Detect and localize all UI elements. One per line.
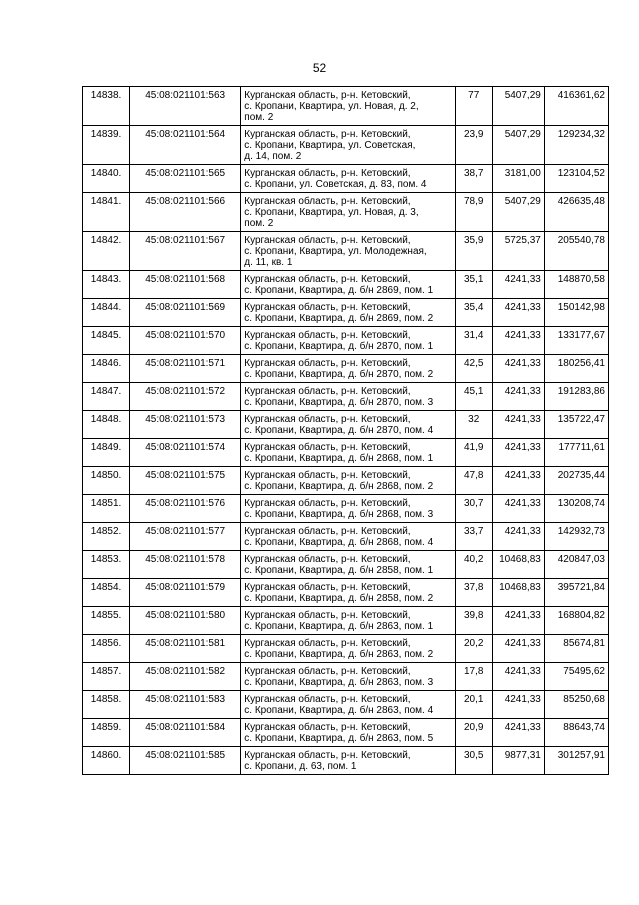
table-row [83,719,609,747]
row-number-cell: 14860. [83,747,130,775]
row-number-cell: 14845. [83,327,130,355]
rate-cell: 5407,29 [492,193,544,232]
table-body [83,87,609,775]
row-number-cell: 14859. [83,719,130,747]
cadastral-value-cell: 202735,44 [544,467,608,495]
address-cell [241,355,455,383]
rate-cell: 4241,33 [492,663,544,691]
cadastral-number-cell: 45:08:021101:579 [130,579,241,607]
area-cell: 31,4 [455,327,492,355]
cadastral-value-cell: 168804,82 [544,607,608,635]
rate-cell: 5407,29 [492,87,544,126]
cadastral-value-cell: 420847,03 [544,551,608,579]
cadastral-value-cell: 75495,62 [544,663,608,691]
area-cell: 37,8 [455,579,492,607]
address-line: Курганская область, р-н. Кетовский, [244,235,411,246]
address-cell [241,495,455,523]
address-line: с. Кропани, Квартира, д. б/н 2863, пом. 4 [244,705,434,716]
table-row [83,355,609,383]
address-line: Курганская область, р-н. Кетовский, [244,358,411,369]
address-cell [241,579,455,607]
address-line: с. Кропани, д. 63, пом. 1 [244,761,357,772]
address-line: с. Кропани, Квартира, д. б/н 2868, пом. 1 [244,453,434,464]
address-line: Курганская область, р-н. Кетовский, [244,750,411,761]
address-line: Курганская область, р-н. Кетовский, [244,168,411,179]
address-cell [241,126,455,165]
address-cell [241,232,455,271]
cadastral-value-cell: 180256,41 [544,355,608,383]
address-line: Курганская область, р-н. Кетовский, [244,196,411,207]
rate-cell: 4241,33 [492,327,544,355]
cadastral-number-cell: 45:08:021101:570 [130,327,241,355]
rate-cell: 4241,33 [492,719,544,747]
table-row [83,193,609,232]
rate-cell: 4241,33 [492,607,544,635]
cadastral-number-cell: 45:08:021101:572 [130,383,241,411]
area-cell: 45,1 [455,383,492,411]
table-row [83,467,609,495]
address-line: с. Кропани, Квартира, д. б/н 2863, пом. 3 [244,677,434,688]
address-cell [241,383,455,411]
rate-cell: 10468,83 [492,551,544,579]
cadastral-value-cell: 416361,62 [544,87,608,126]
area-cell: 39,8 [455,607,492,635]
cadastral-value-cell: 148870,58 [544,271,608,299]
address-cell [241,719,455,747]
cadastral-number-cell: 45:08:021101:580 [130,607,241,635]
table-row [83,663,609,691]
rate-cell: 4241,33 [492,355,544,383]
address-cell [241,165,455,193]
cadastral-number-cell: 45:08:021101:585 [130,747,241,775]
address-line: с. Кропани, Квартира, д. б/н 2870, пом. 4 [244,425,434,436]
address-line: с. Кропани, Квартира, д. б/н 2870, пом. 2 [244,369,434,380]
area-cell: 17,8 [455,663,492,691]
table-row [83,439,609,467]
table-row [83,87,609,126]
address-line: Курганская область, р-н. Кетовский, [244,526,411,537]
cadastral-value-cell: 85674,81 [544,635,608,663]
address-line: Курганская область, р-н. Кетовский, [244,302,411,313]
address-line: Курганская область, р-н. Кетовский, [244,694,411,705]
address-line: с. Кропани, Квартира, д. б/н 2863, пом. 2 [244,649,434,660]
cadastral-number-cell: 45:08:021101:578 [130,551,241,579]
address-cell [241,467,455,495]
cadastral-number-cell: 45:08:021101:575 [130,467,241,495]
address-line: Курганская область, р-н. Кетовский, [244,638,411,649]
address-cell [241,193,455,232]
address-line: Курганская область, р-н. Кетовский, [244,554,411,565]
area-cell: 35,4 [455,299,492,327]
address-cell [241,271,455,299]
address-line: д. 11, кв. 1 [244,257,293,268]
cadastral-number-cell: 45:08:021101:576 [130,495,241,523]
row-number-cell: 14847. [83,383,130,411]
address-line: с. Кропани, Квартира, д. б/н 2863, пом. 5 [244,733,434,744]
address-line: с. Кропани, Квартира, д. б/н 2870, пом. 1 [244,341,434,352]
property-table [82,86,609,775]
address-line: Курганская область, р-н. Кетовский, [244,610,411,621]
cadastral-number-cell: 45:08:021101:569 [130,299,241,327]
area-cell: 77 [455,87,492,126]
address-cell [241,411,455,439]
cadastral-number-cell: 45:08:021101:564 [130,126,241,165]
table-row [83,383,609,411]
cadastral-number-cell: 45:08:021101:565 [130,165,241,193]
rate-cell: 5407,29 [492,126,544,165]
address-cell [241,439,455,467]
address-line: с. Кропани, Квартира, д. б/н 2858, пом. 1 [244,565,434,576]
row-number-cell: 14842. [83,232,130,271]
rate-cell: 4241,33 [492,635,544,663]
area-cell: 20,2 [455,635,492,663]
table-row [83,232,609,271]
address-line: Курганская область, р-н. Кетовский, [244,274,411,285]
cadastral-value-cell: 142932,73 [544,523,608,551]
address-cell [241,663,455,691]
address-line: с. Кропани, Квартира, ул. Молодежная, [244,246,427,257]
address-line: Курганская область, р-н. Кетовский, [244,498,411,509]
table-row [83,271,609,299]
cadastral-number-cell: 45:08:021101:577 [130,523,241,551]
row-number-cell: 14857. [83,663,130,691]
address-cell [241,523,455,551]
address-line: с. Кропани, Квартира, ул. Новая, д. 3, [244,207,419,218]
cadastral-value-cell: 88643,74 [544,719,608,747]
cadastral-number-cell: 45:08:021101:581 [130,635,241,663]
cadastral-number-cell: 45:08:021101:568 [130,271,241,299]
address-line: Курганская область, р-н. Кетовский, [244,330,411,341]
address-line: Курганская область, р-н. Кетовский, [244,129,411,140]
address-line: с. Кропани, ул. Советская, д. 83, пом. 4 [244,179,427,190]
area-cell: 20,1 [455,691,492,719]
address-line: с. Кропани, Квартира, д. б/н 2868, пом. 3 [244,509,434,520]
table-row [83,579,609,607]
area-cell: 23,9 [455,126,492,165]
row-number-cell: 14851. [83,495,130,523]
area-cell: 33,7 [455,523,492,551]
cadastral-value-cell: 135722,47 [544,411,608,439]
rate-cell: 9877,31 [492,747,544,775]
cadastral-value-cell: 150142,98 [544,299,608,327]
rate-cell: 4241,33 [492,467,544,495]
row-number-cell: 14856. [83,635,130,663]
cadastral-value-cell: 85250,68 [544,691,608,719]
address-line: с. Кропани, Квартира, ул. Новая, д. 2, [244,101,419,112]
rate-cell: 4241,33 [492,691,544,719]
row-number-cell: 14858. [83,691,130,719]
address-cell [241,87,455,126]
address-line: пом. 2 [244,218,274,229]
row-number-cell: 14849. [83,439,130,467]
row-number-cell: 14852. [83,523,130,551]
area-cell: 47,8 [455,467,492,495]
address-line: с. Кропани, Квартира, д. б/н 2863, пом. 1 [244,621,434,632]
table-row [83,747,609,775]
cadastral-value-cell: 133177,67 [544,327,608,355]
rate-cell: 10468,83 [492,579,544,607]
cadastral-number-cell: 45:08:021101:574 [130,439,241,467]
row-number-cell: 14844. [83,299,130,327]
page-number: 52 [312,61,327,75]
address-line: Курганская область, р-н. Кетовский, [244,582,411,593]
address-line: Курганская область, р-н. Кетовский, [244,90,411,101]
address-cell [241,635,455,663]
row-number-cell: 14848. [83,411,130,439]
cadastral-value-cell: 205540,78 [544,232,608,271]
area-cell: 41,9 [455,439,492,467]
table-row [83,551,609,579]
area-cell: 40,2 [455,551,492,579]
address-line: Курганская область, р-н. Кетовский, [244,442,411,453]
row-number-cell: 14840. [83,165,130,193]
rate-cell: 3181,00 [492,165,544,193]
address-line: с. Кропани, Квартира, д. б/н 2868, пом. 2 [244,481,434,492]
area-cell: 35,9 [455,232,492,271]
row-number-cell: 14843. [83,271,130,299]
table-row [83,299,609,327]
rate-cell: 4241,33 [492,439,544,467]
address-line: с. Кропани, Квартира, д. б/н 2868, пом. 4 [244,537,434,548]
rate-cell: 4241,33 [492,271,544,299]
cadastral-number-cell: 45:08:021101:567 [130,232,241,271]
rate-cell: 5725,37 [492,232,544,271]
table-row [83,635,609,663]
cadastral-value-cell: 395721,84 [544,579,608,607]
address-cell [241,551,455,579]
table-row [83,691,609,719]
address-line: Курганская область, р-н. Кетовский, [244,414,411,425]
table-row [83,165,609,193]
address-line: с. Кропани, Квартира, д. б/н 2869, пом. 1 [244,285,434,296]
rate-cell: 4241,33 [492,383,544,411]
cadastral-number-cell: 45:08:021101:583 [130,691,241,719]
cadastral-number-cell: 45:08:021101:563 [130,87,241,126]
cadastral-value-cell: 191283,86 [544,383,608,411]
row-number-cell: 14854. [83,579,130,607]
table-row [83,411,609,439]
area-cell: 38,7 [455,165,492,193]
cadastral-number-cell: 45:08:021101:566 [130,193,241,232]
cadastral-number-cell: 45:08:021101:582 [130,663,241,691]
table-row [83,607,609,635]
address-line: Курганская область, р-н. Кетовский, [244,722,411,733]
row-number-cell: 14841. [83,193,130,232]
rate-cell: 4241,33 [492,299,544,327]
address-cell [241,747,455,775]
area-cell: 30,5 [455,747,492,775]
rate-cell: 4241,33 [492,495,544,523]
address-line: Курганская область, р-н. Кетовский, [244,386,411,397]
cadastral-value-cell: 130208,74 [544,495,608,523]
row-number-cell: 14838. [83,87,130,126]
address-line: с. Кропани, Квартира, д. б/н 2870, пом. 3 [244,397,434,408]
rate-cell: 4241,33 [492,523,544,551]
area-cell: 32 [455,411,492,439]
area-cell: 35,1 [455,271,492,299]
row-number-cell: 14839. [83,126,130,165]
table-row [83,126,609,165]
row-number-cell: 14855. [83,607,130,635]
row-number-cell: 14853. [83,551,130,579]
address-line: с. Кропани, Квартира, д. б/н 2858, пом. 2 [244,593,434,604]
address-cell [241,691,455,719]
cadastral-value-cell: 129234,32 [544,126,608,165]
address-line: Курганская область, р-н. Кетовский, [244,470,411,481]
area-cell: 78,9 [455,193,492,232]
cadastral-value-cell: 301257,91 [544,747,608,775]
address-cell [241,607,455,635]
table-row [83,523,609,551]
row-number-cell: 14850. [83,467,130,495]
table-row [83,495,609,523]
cadastral-value-cell: 177711,61 [544,439,608,467]
cadastral-number-cell: 45:08:021101:584 [130,719,241,747]
address-cell [241,327,455,355]
area-cell: 20,9 [455,719,492,747]
address-line: д. 14, пом. 2 [244,151,302,162]
rate-cell: 4241,33 [492,411,544,439]
address-line: с. Кропани, Квартира, ул. Советская, [244,140,416,151]
address-line: пом. 2 [244,112,274,123]
address-line: с. Кропани, Квартира, д. б/н 2869, пом. 2 [244,313,434,324]
cadastral-number-cell: 45:08:021101:571 [130,355,241,383]
row-number-cell: 14846. [83,355,130,383]
cadastral-value-cell: 426635,48 [544,193,608,232]
table-row [83,327,609,355]
cadastral-number-cell: 45:08:021101:573 [130,411,241,439]
cadastral-value-cell: 123104,52 [544,165,608,193]
address-line: Курганская область, р-н. Кетовский, [244,666,411,677]
area-cell: 30,7 [455,495,492,523]
area-cell: 42,5 [455,355,492,383]
address-cell [241,299,455,327]
